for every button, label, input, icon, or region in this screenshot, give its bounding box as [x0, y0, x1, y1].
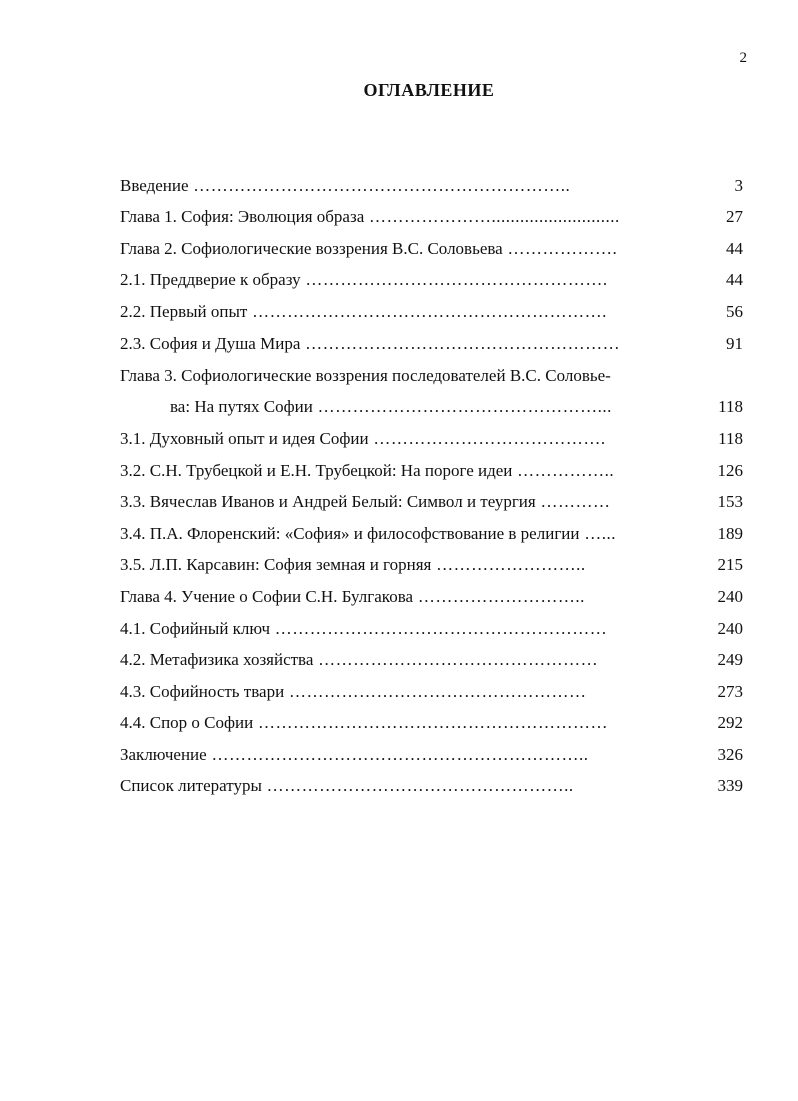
toc-leader-dots: ………………………………….: [368, 429, 606, 448]
toc-entry-label: ва: На путях Софии: [170, 397, 313, 416]
toc-entry-label: 3.4. П.А. Флоренский: «София» и философствование в религии: [120, 524, 580, 543]
toc-entry-2-1[interactable]: [120, 270, 665, 290]
toc-entry-label: Глава 1. София: Эволюция образа: [120, 207, 365, 226]
toc-entry-label: 4.2. Метафизика хозяйства: [120, 650, 314, 669]
toc-entry-label: 4.3. Софийность твари: [120, 682, 285, 701]
toc-entry-3-4[interactable]: [120, 524, 665, 544]
toc-entry-2-3[interactable]: [120, 334, 665, 354]
toc-leader-dots: ………………………………………………………..: [206, 745, 589, 764]
toc-entry-label: 3.2. С.Н. Трубецкой и Е.Н. Трубецкой: На пороге идеи: [120, 461, 513, 480]
toc-entry-label: 3.1. Духовный опыт и идея Софии: [120, 429, 369, 448]
toc-page-number: 44: [726, 239, 743, 258]
toc-page-number: 27: [726, 207, 743, 226]
toc-entry-label: 4.4. Спор о Софии: [120, 713, 254, 732]
toc-entry-label: 3.5. Л.П. Карсавин: София земная и горняя: [120, 555, 432, 574]
toc-page-number: 118: [718, 429, 743, 448]
toc-page-number: 44: [726, 270, 743, 289]
toc-entry-label: Глава 2. Софиологические воззрения В.С. Соловьева: [120, 239, 503, 258]
toc-page-number: 91: [726, 334, 743, 353]
toc-entry-label: 2.2. Первый опыт: [120, 302, 248, 321]
toc-entry-label: Глава 3. Софиологические воззрения последователей В.С. Соловье-: [120, 366, 611, 385]
toc-entry-label: 2.3. София и Душа Мира: [120, 334, 301, 353]
toc-page-number: 273: [717, 682, 743, 701]
toc-leader-dots: ……………………………………………..: [261, 776, 574, 795]
toc-entry-label: Введение: [120, 176, 189, 195]
toc-entry-3-3[interactable]: [120, 492, 665, 512]
toc-entry-introduction[interactable]: [120, 176, 665, 196]
toc-leader-dots: ………………………..: [413, 587, 585, 606]
toc-entry-3-1[interactable]: [120, 429, 665, 449]
page-number: 2: [739, 50, 747, 66]
toc-page-number: 240: [717, 619, 743, 638]
toc-leader-dots: …………………...........................: [364, 207, 620, 226]
toc-leader-dots: …………………………………………………: [270, 619, 608, 638]
toc-entry-label: Глава 4. Учение о Софии С.Н. Булгакова: [120, 587, 414, 606]
toc-entry-bibliography[interactable]: [120, 776, 665, 796]
toc-entry-chapter-1[interactable]: [120, 207, 665, 227]
toc-entry-label: 4.1. Софийный ключ: [120, 619, 271, 638]
toc-leader-dots: …...: [579, 524, 616, 543]
toc-entry-label: 3.3. Вячеслав Иванов и Андрей Белый: Символ и теургия: [120, 492, 536, 511]
toc-leader-dots: ……………..: [512, 461, 615, 480]
toc-leader-dots: ……………………..: [431, 555, 586, 574]
toc-leader-dots: …………………………………………….: [300, 270, 608, 289]
toc-entry-3-5[interactable]: [120, 555, 665, 575]
toc-entry-4-1[interactable]: [120, 619, 665, 639]
toc-entry-2-2[interactable]: [120, 302, 665, 322]
toc-entry-4-3[interactable]: [120, 682, 665, 702]
toc-page-number: 189: [717, 524, 743, 543]
toc-page-number: 118: [718, 397, 743, 416]
toc-page-number: 326: [717, 745, 743, 764]
toc-page-number: 126: [717, 461, 743, 480]
toc-leader-dots: …………………………………………: [313, 650, 599, 669]
toc-page-number: 249: [717, 650, 743, 669]
toc-leader-dots: …………………………………………...: [312, 397, 612, 416]
toc-entry-3-2[interactable]: [120, 461, 665, 481]
toc-entry-label: Заключение: [120, 745, 207, 764]
toc-page-number: 153: [717, 492, 743, 511]
toc-entry-chapter-3[interactable]: [120, 366, 665, 386]
toc-leader-dots: ………………………………………………………..: [188, 176, 571, 195]
toc-entry-chapter-2[interactable]: [120, 239, 665, 259]
toc-entry-label: 2.1. Преддверие к образу: [120, 270, 301, 289]
toc-entry-chapter-4[interactable]: [120, 587, 665, 607]
toc-leader-dots: ……………………………………………: [284, 682, 587, 701]
toc-leader-dots: …………: [535, 492, 611, 511]
toc-entry-4-4[interactable]: [120, 713, 665, 733]
toc-leader-dots: ………………………………………………: [300, 334, 621, 353]
page-title: ОГЛАВЛЕНИЕ: [363, 80, 495, 100]
toc-leader-dots: ……………………………………………………: [253, 713, 608, 732]
toc-page-number: 292: [717, 713, 743, 732]
toc-page-number: 240: [717, 587, 743, 606]
toc-entry-chapter-3-continued[interactable]: [170, 397, 665, 417]
toc-page-number: 215: [717, 555, 743, 574]
toc-leader-dots: …………………………………………………….: [247, 302, 607, 321]
toc-entry-conclusion[interactable]: [120, 745, 665, 765]
toc-entry-label: Список литературы: [120, 776, 262, 795]
toc-page-number: 3: [734, 176, 743, 195]
toc-entry-4-2[interactable]: [120, 650, 665, 670]
toc-page-number: 339: [717, 776, 743, 795]
toc-page-number: 56: [726, 302, 743, 321]
toc-leader-dots: ……………….: [502, 239, 618, 258]
